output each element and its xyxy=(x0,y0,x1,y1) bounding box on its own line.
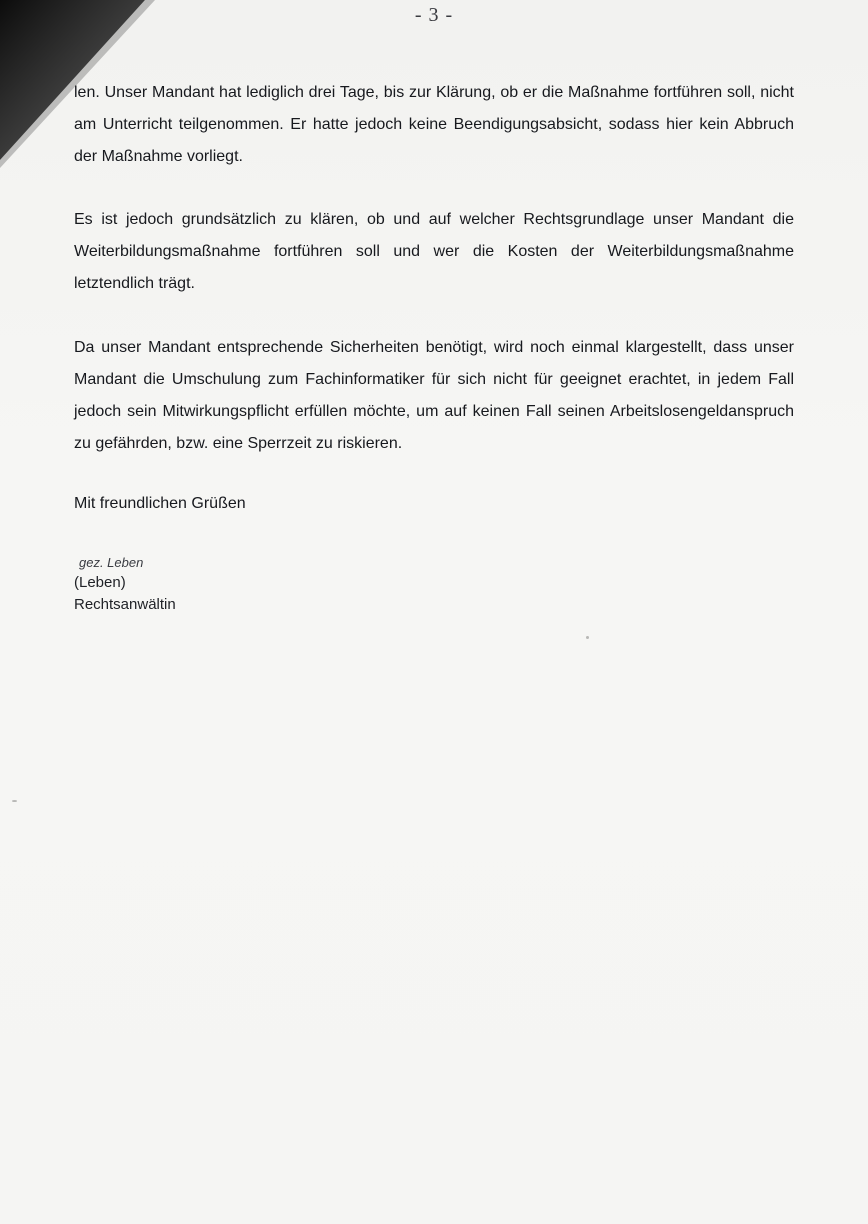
paper-speck xyxy=(12,800,17,802)
signature-gez: gez. Leben xyxy=(79,555,144,570)
paper-speck xyxy=(586,636,589,639)
signature-name: (Leben) xyxy=(74,574,126,591)
paragraph-1: len. Unser Mandant hat lediglich drei Tage, bis zur Klärung, ob er die Maßnahme fortführen soll, nicht am Unterricht teilgenommen. Er hatte jedoch keine Beendigungsabsicht, sodass hier kein Abbruch der Maßnahme vorliegt. xyxy=(74,84,794,165)
signature-title: Rechtsanwältin xyxy=(74,596,176,613)
page-number: - 3 - xyxy=(414,4,454,26)
paragraph-3: Da unser Mandant entsprechende Sicherheiten benötigt, wird noch einmal klargestellt, dass unser Mandant die Umschulung zum Fachinformatiker für sich nicht für geeignet erachtet, in jedem Fall jedoch sein Mitwirkungspflicht erfüllen möchte, um auf keinen Fall seinen Arbeitslosengeldanspruch zu gefährden, bzw. eine Sperrzeit zu riskieren. xyxy=(74,339,794,452)
paragraph-2: Es ist jedoch grundsätzlich zu klären, ob und auf welcher Rechtsgrundlage unser Mandant die Weiterbildungsmaßnahme fortführen soll und wer die Kosten der Weiterbildungsmaßnahme letztendlich trägt. xyxy=(74,211,794,292)
closing-greeting: Mit freundlichen Grüßen xyxy=(74,495,246,512)
